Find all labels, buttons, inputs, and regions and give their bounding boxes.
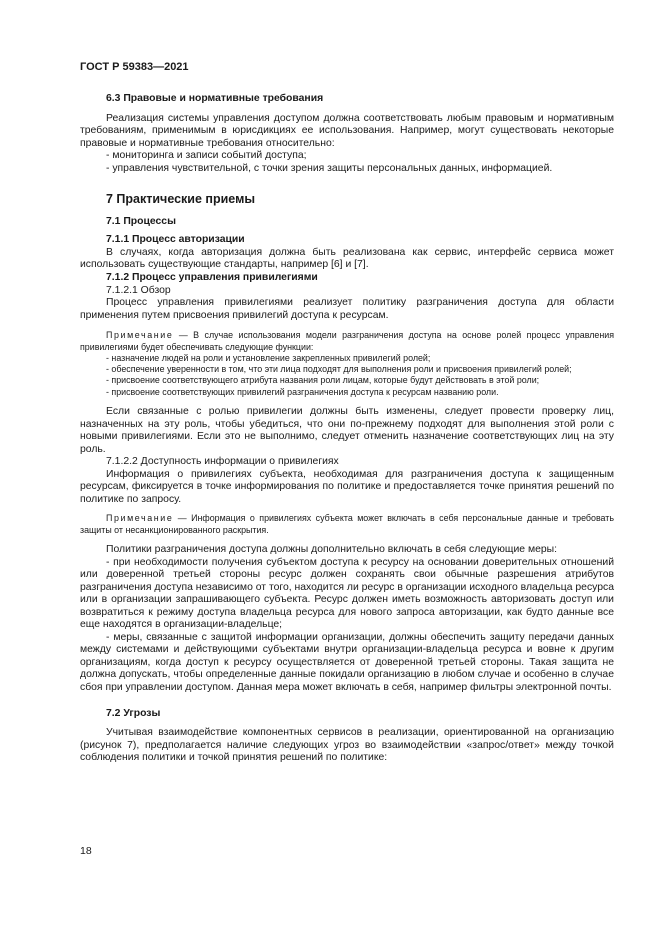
section-7-1-1-title: 7.1.1 Процесс авторизации	[106, 234, 245, 246]
section-7-1-2-1-title: 7.1.2.1 Обзор	[106, 284, 171, 296]
section-7-2-paragraph: Учитывая взаимодействие компонентных сервисов в реализации, ориентированной на организацию (рисунок 7), предполагается наличие следующих угроз во взаимодействии «запрос/ответ» между точкой соблюдения политики и точкой принятия решений по политике:	[80, 727, 614, 764]
standard-header: ГОСТ Р 59383—2021	[80, 61, 189, 73]
list-item: - меры, связанные с защитой информации организации, должны обеспечить защиту передачи данных между системами и действующими субъектами внутри организации-владельца ресурса и вовне к другим организациям, когда доступ к ресурсу осуществляется от доверенной третьей стороны. Такая защита не должна допускать, чтобы определенные данные покидали организацию в любом случае и особенно в случае сбоя при управлении доступом. Данная мера может включать в себя, например фильтры электронной почты.	[80, 631, 614, 693]
section-7-1-2-1-paragraph: Процесс управления привилегиями реализует политику разграничения доступа для области применения путем присвоения привилегий доступа к ресурсам.	[80, 297, 614, 321]
section-7-1-2-title: 7.1.2 Процесс управления привилегиями	[106, 272, 318, 284]
note-text: — Информация о привилегиях субъекта может включать в себя персональные данные и требовать защиты от несанкционированного раскрытия.	[80, 513, 614, 535]
note-list-item: - присвоение соответствующих привилегий разграничения доступа к ресурсам названию роли.	[106, 386, 499, 397]
section-6-3-title: 6.3 Правовые и нормативные требования	[106, 93, 324, 104]
note-label: Примечание	[106, 330, 174, 341]
list-item: - управления чувствительной, с точки зрения защиты персональных данных, информацией.	[106, 162, 553, 174]
note-text: — В случае использования модели разграничения доступа на основе ролей процесс управления привилегиями будет обеспечивать следующие функции:	[80, 330, 614, 352]
section-6-3-paragraph: Реализация системы управления доступом должна соответствовать любым правовым и нормативным требованиям, применимым в юрисдикциях ее использования. Например, могут существовать некоторые правовые и нормативные требования относительно:	[80, 112, 614, 149]
note-label: Примечание	[106, 513, 174, 524]
document-body	[80, 93, 614, 765]
section-7-1-2-2-paragraph: Информация о привилегиях субъекта, необходимая для разграничения доступа к защищенным ресурсам, фиксируется в точке информирования по политике и предоставляется точке принятия решений по политике по запросу.	[80, 468, 614, 505]
section-7-1-2-2-title: 7.1.2.2 Доступность информации о привилегиях	[106, 456, 339, 468]
list-item: - мониторинга и записи событий доступа;	[106, 150, 307, 162]
section-7-title: 7 Практические приемы	[106, 192, 255, 207]
section-7-1-title: 7.1 Процессы	[106, 215, 176, 227]
page-number: 18	[80, 845, 92, 857]
note-block	[80, 330, 614, 353]
note-list-item: - обеспечение уверенности в том, что эти лица подходят для выполнения роли и присвоения привилегий ролей;	[106, 364, 572, 375]
list-item: - при необходимости получения субъектом доступа к ресурсу на основании доверительных отношений или доверенной третьей стороны ресурс должен сохранять свои обычные разрешения атрибутов разграничения доступа независимо от того, находится ли ресурс в организации исходного владельца ресурса или в организации запрашивающего субъекта. Ресурс должен иметь возможность авторизовать доступ или возвратиться к режиму доступа владельца ресурса для нового запроса авторизации, как будто данные все еще находятся в организации-владельце;	[80, 556, 614, 631]
note-list-item: - присвоение соответствующего атрибута названия роли лицам, которые будут действовать в этой роли;	[106, 375, 540, 386]
section-7-1-1-paragraph: В случаях, когда авторизация должна быть реализована как сервис, интерфейс сервиса может использовать существующие стандарты, например [6] и [7].	[80, 246, 614, 271]
section-7-1-2-paragraph-3: Политики разграничения доступа должны дополнительно включать в себя следующие меры:	[106, 543, 557, 555]
note-list-item: - назначение людей на роли и установление закрепленных привилегий ролей;	[106, 352, 431, 363]
note-block	[80, 513, 614, 536]
section-7-2-title: 7.2 Угрозы	[106, 707, 161, 719]
section-7-1-2-paragraph-2: Если связанные с ролью привилегии должны быть изменены, следует провести проверку лиц, назначенных на эту роль, чтобы убедиться, что они по-прежнему подходят для выполнения этой роли с новыми привилегиями. Если это не выполнимо, следует отменить назначение соответствующих лиц на эту роль.	[80, 405, 614, 455]
